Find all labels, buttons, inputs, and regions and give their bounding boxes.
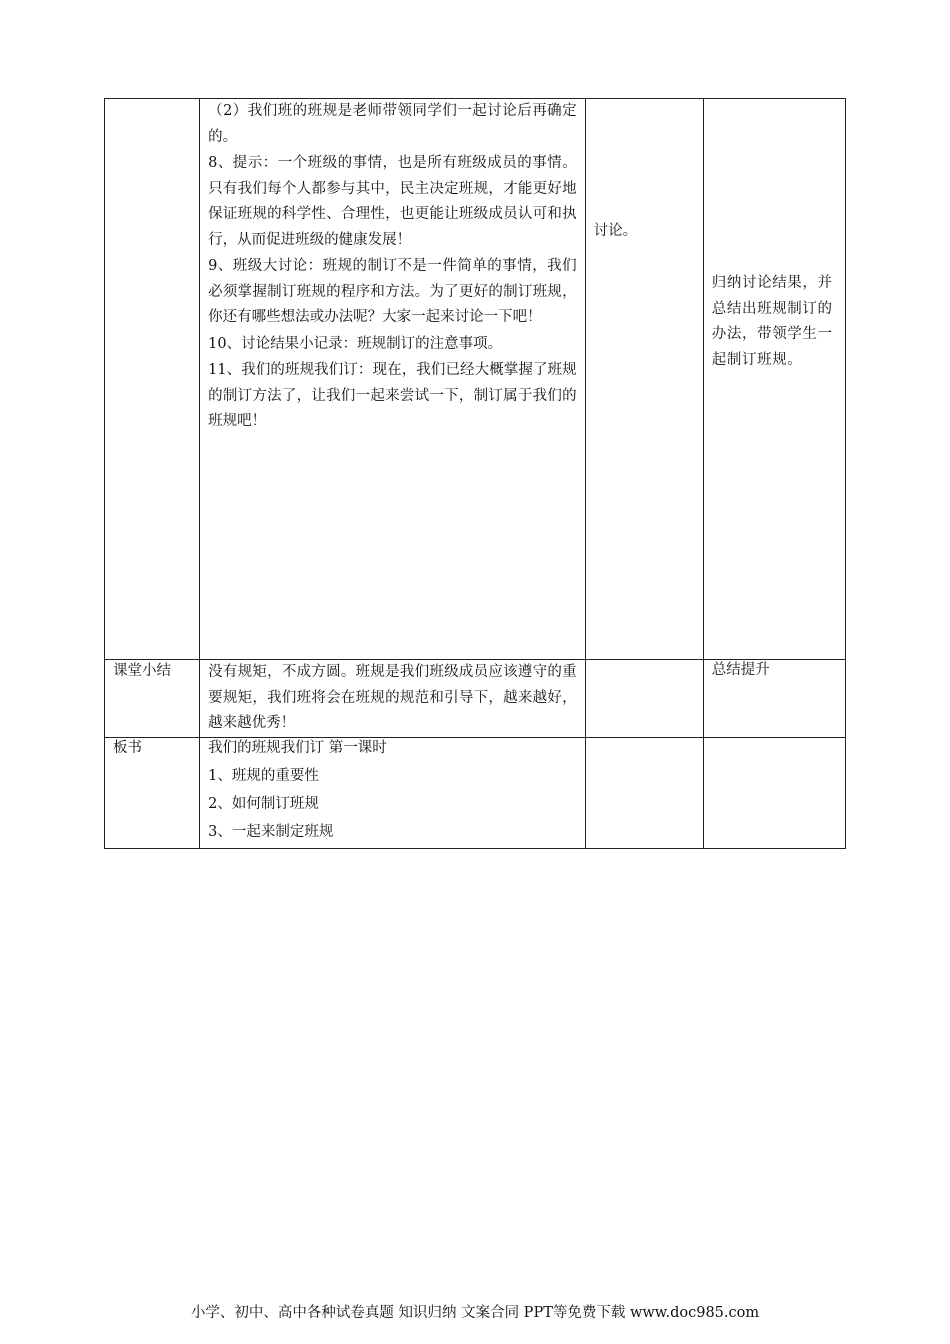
teacher-intent-cell: 归纳讨论结果，并总结出班规制订的办法，带领学生一起制订班规。: [703, 99, 845, 660]
table-row-summary: [105, 660, 846, 738]
board-title: 我们的班规我们订 第一课时: [208, 739, 387, 756]
paragraph-step-9: 9、班级大讨论：班规的制订不是一件简单的事情，我们必须掌握制订班规的程序和方法。为了更好的制订班规，你还有哪些想法或办法呢？大家一起来讨论一下吧！: [208, 258, 577, 325]
table-row-activities: [105, 99, 846, 660]
page-footer: 小学、初中、高中各种试卷真题 知识归纳 文案合同 PPT等免费下载 www.doc985.com: [190, 1305, 760, 1321]
board-content-cell: [200, 737, 586, 848]
paragraph-step-10: 10、讨论结果小记录：班规制订的注意事项。: [208, 335, 503, 352]
board-item-3: 3、一起来制定班规: [208, 823, 334, 840]
paragraph-step-2: （2）我们班的班规是老师带领同学们一起讨论后再确定的。: [208, 103, 577, 145]
paragraph-step-11: 11、我们的班规我们订：现在，我们已经大概掌握了班规的制订方法了，让我们一起来尝试一下，制订属于我们的班规吧！: [208, 362, 577, 429]
board-student-cell: [585, 737, 703, 848]
board-intent-cell: [703, 737, 845, 848]
summary-text: 没有规矩，不成方圆。班规是我们班级成员应该遵守的重要规矩，我们班将会在班规的规范和引导下，越来越好，越来越优秀！: [208, 664, 577, 731]
paragraph-step-8: 8、提示：一个班级的事情，也是所有班级成员的事情。只有我们每个人都参与其中，民主决定班规，才能更好地保证班规的科学性、合理性，也更能让班级成员认可和执行，从而促进班级的健康发展！: [208, 155, 577, 248]
board-item-2: 2、如何制订班规: [208, 795, 319, 812]
row-label-board: 板书: [105, 737, 200, 848]
table-row-board: [105, 737, 846, 848]
summary-student-cell: [585, 660, 703, 738]
student-activity-cell: 讨论。: [585, 99, 703, 660]
summary-content-cell: [200, 660, 586, 738]
board-item-1: 1、班规的重要性: [208, 767, 319, 784]
activity-content-cell: [200, 99, 586, 660]
row-label-empty: [105, 99, 200, 660]
summary-intent-cell: 总结提升: [703, 660, 845, 738]
lesson-plan-table: [104, 98, 846, 849]
row-label-summary: 课堂小结: [105, 660, 200, 738]
